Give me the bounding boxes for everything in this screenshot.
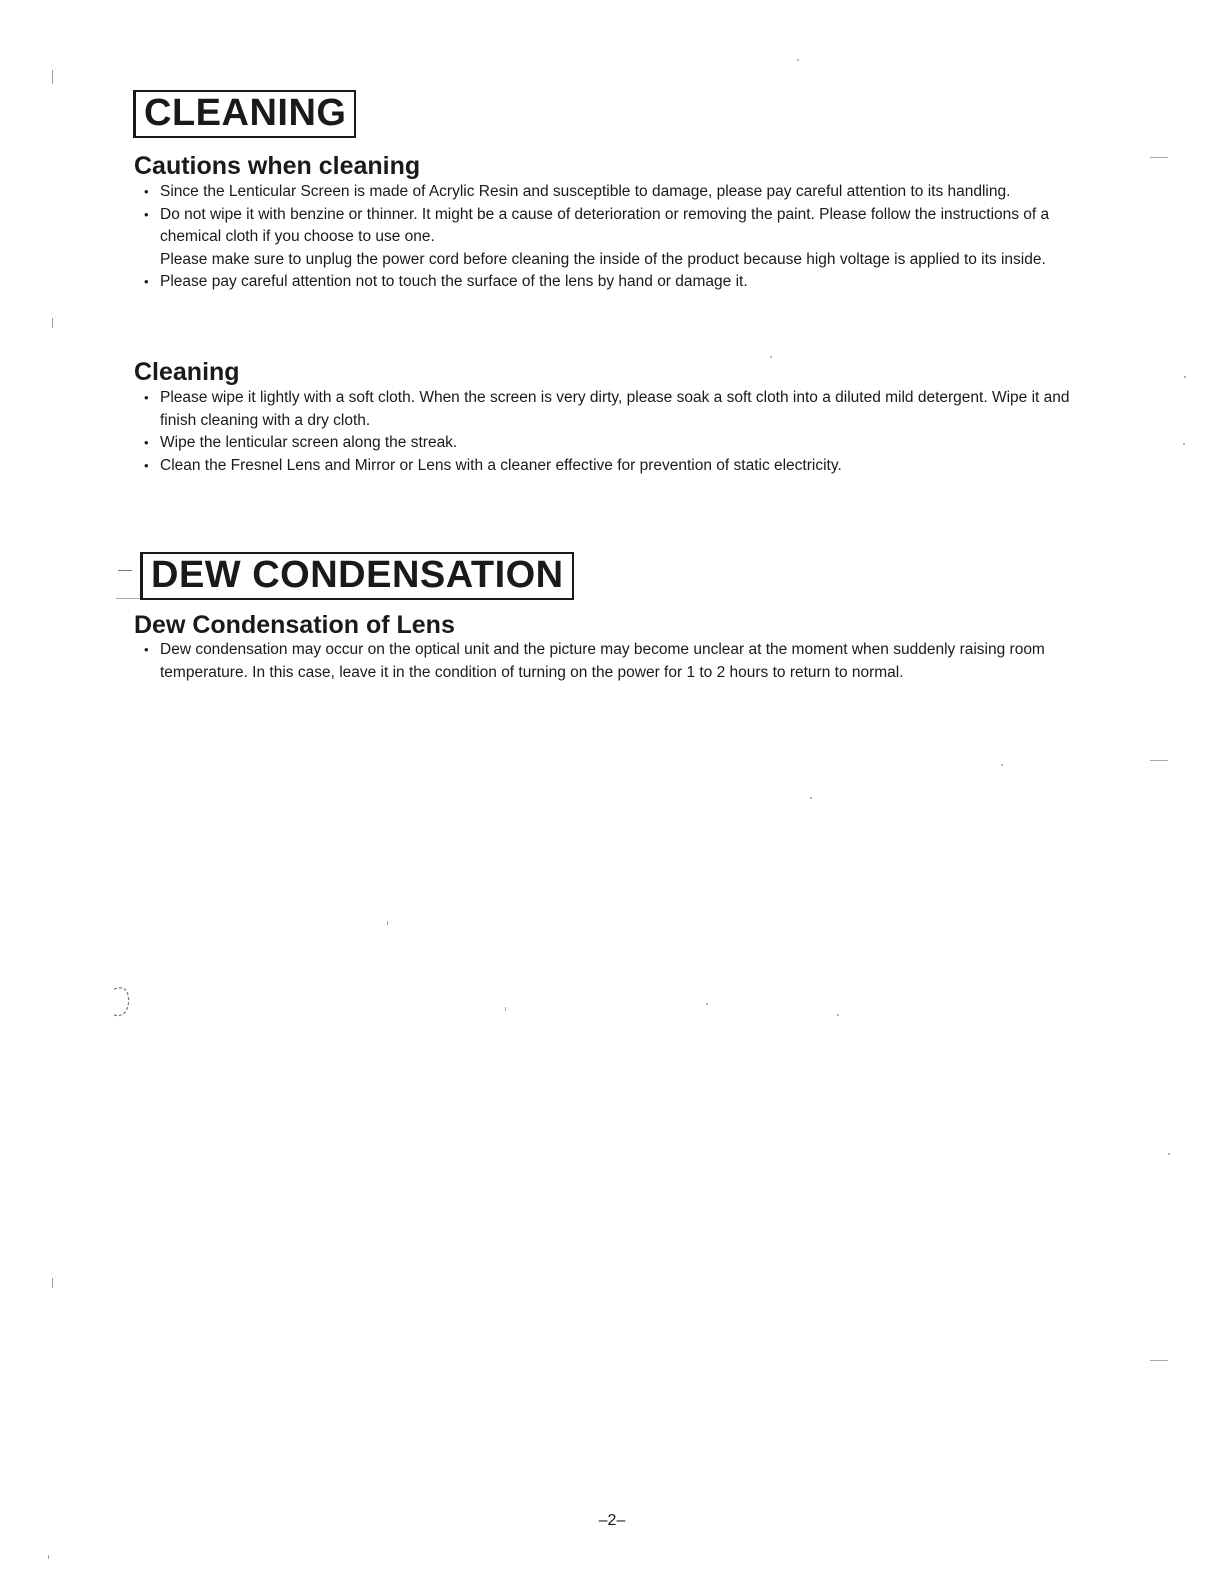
dew-condensation-list — [144, 639, 1094, 684]
list-item — [144, 181, 1094, 204]
scan-mark — [48, 1555, 49, 1559]
scan-mark — [1150, 1360, 1168, 1361]
list-item-text: Dew condensation may occur on the optical unit and the picture may become unclear at the moment when suddenly raising room temperature. In this case, leave it in the condition of turning on the power for 1 to 2 hours to return to normal. — [160, 641, 1045, 681]
scan-mark — [1184, 376, 1186, 378]
scan-mark — [1150, 157, 1168, 158]
list-item — [144, 639, 1094, 684]
scan-mark — [387, 921, 388, 925]
scan-mark — [1183, 443, 1185, 445]
bullet-icon: • — [144, 457, 149, 473]
list-item — [144, 387, 1094, 432]
scan-mark — [770, 356, 772, 358]
list-item-text: Please pay careful attention not to touch the surface of the lens by hand or damage it. — [160, 273, 748, 291]
scan-mark — [52, 318, 53, 328]
list-item-note: Please make sure to unplug the power cord before cleaning the inside of the product because high voltage is applied to its inside. — [160, 250, 1046, 268]
scan-mark — [706, 1003, 708, 1005]
list-item-text: Since the Lenticular Screen is made of Acrylic Resin and susceptible to damage, please pay careful attention to its handling. — [160, 183, 1011, 200]
bullet-icon: • — [144, 206, 149, 222]
list-item-text: Clean the Fresnel Lens and Mirror or Lens with a cleaner effective for prevention of static electricity. — [160, 456, 842, 474]
list-item — [144, 271, 1094, 294]
list-item — [144, 455, 1094, 478]
scan-mark — [837, 1014, 839, 1016]
bullet-icon: • — [144, 435, 149, 451]
scan-mark — [1001, 764, 1003, 766]
scan-mark — [1150, 760, 1168, 761]
cleaning-list — [144, 387, 1094, 477]
cleaning-heading: Cleaning — [134, 358, 240, 386]
dew-condensation-section-title: DEW CONDENSATION — [140, 552, 574, 600]
list-item — [144, 204, 1094, 272]
scan-mark — [118, 570, 132, 571]
scan-mark — [1168, 1153, 1170, 1155]
scan-mark — [505, 1007, 506, 1011]
page-number: –2– — [598, 1512, 626, 1529]
list-item — [144, 432, 1094, 455]
bullet-icon: • — [144, 274, 149, 290]
scan-mark — [116, 598, 140, 599]
cautions-heading: Cautions when cleaning — [134, 152, 421, 180]
bullet-icon: • — [144, 390, 149, 405]
scan-arc-mark — [112, 985, 134, 1019]
bullet-icon: • — [144, 642, 149, 657]
cleaning-section-title: CLEANING — [133, 90, 356, 138]
bullet-icon: • — [144, 184, 149, 199]
dew-condensation-lens-heading: Dew Condensation of Lens — [134, 611, 455, 639]
list-item-text: Wipe the lenticular screen along the streak. — [160, 434, 458, 452]
cautions-list — [144, 181, 1094, 294]
list-item-text: Do not wipe it with benzine or thinner. It might be a cause of deterioration or removing the paint. Please follow the instructions of a chemical cloth if you choose to use one. — [160, 205, 1050, 246]
scan-mark — [52, 70, 53, 84]
list-item-text: Please wipe it lightly with a soft cloth. When the screen is very dirty, please soak a soft cloth into a diluted mild detergent. Wipe it and finish cleaning with a dry cloth. — [160, 389, 1070, 429]
scan-mark — [797, 59, 799, 61]
scan-mark — [810, 797, 812, 799]
scan-mark — [52, 1278, 53, 1288]
